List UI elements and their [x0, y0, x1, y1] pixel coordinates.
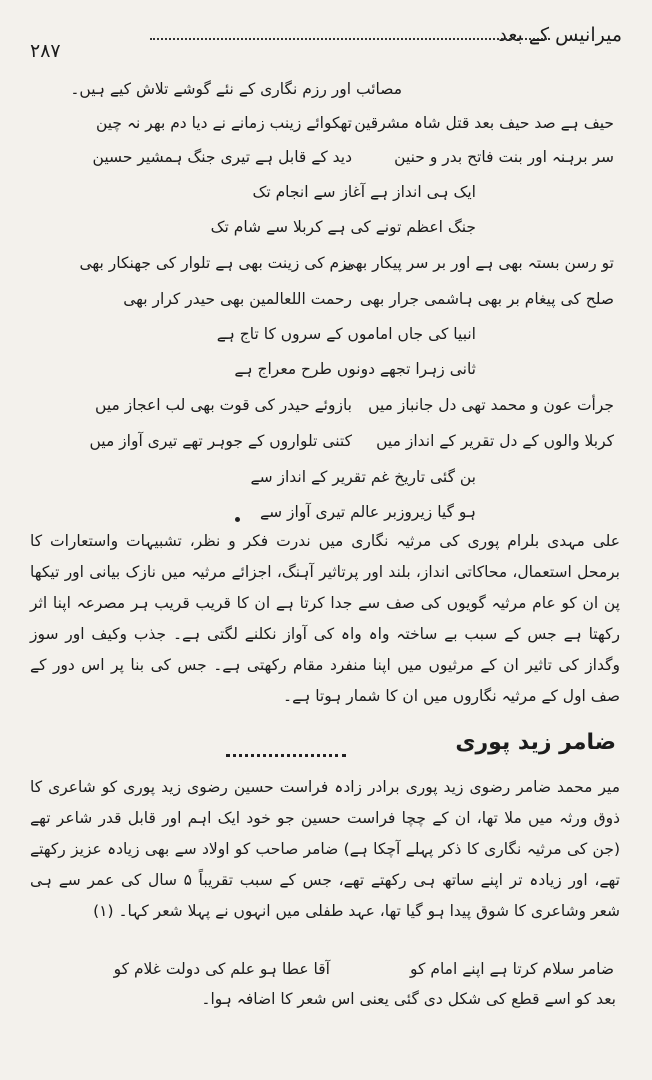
- couplet-line: آقا عطا ہو علم کی دولت غلام کو: [113, 960, 330, 978]
- verse-line: صلح کی پیغام بر بھی ہاشمی جرار بھی: [359, 290, 614, 308]
- verse-refrain: جنگ اعظم تونے کی ہے کربلا سے شام تک: [210, 218, 476, 236]
- verse-line: بازوئے حیدر کی قوت بھی لب اعجاز میں: [95, 396, 352, 414]
- section-heading: ضامر زید پوری: [455, 730, 616, 755]
- couplet-line: ضامر سلام کرتا ہے اپنے امام کو: [410, 960, 614, 978]
- verse-line: بزم کی زینت بھی ہے تلوار کی جھنکار بھی: [79, 254, 352, 272]
- header-dotted-rule: [150, 38, 550, 40]
- verse-line: دید کے قابل ہے تیری جنگ ہمشیر حسین: [92, 148, 352, 166]
- verse-refrain: ہو گیا زیروزبر عالم تیری آواز سے: [260, 503, 476, 521]
- verse-refrain: ایک ہی انداز ہے آغاز سے انجام تک: [252, 183, 476, 201]
- verse-line: تو رسن بستہ بھی ہے اور بر سر پیکار بھی: [342, 254, 614, 272]
- verse-line: جرأت عون و محمد تھی دل جانباز میں: [368, 396, 614, 414]
- bullet-dot: [235, 517, 240, 522]
- verse-line: حیف ہے صد حیف بعد قتل شاہ مشرقین: [354, 114, 614, 132]
- verse-refrain: انبیا کی جاں اماموں کے سروں کا تاج ہے: [216, 325, 476, 343]
- closing-line: بعد کو اسے قطع کی شکل دی گئی یعنی اس شعر کا اضافہ ہوا۔: [201, 990, 616, 1008]
- verse-line: کربلا والوں کے دل تقریر کے انداز میں: [376, 432, 614, 450]
- verse-line: کتنی تلواروں کے جوہر تھے تیری آواز میں: [89, 432, 352, 450]
- verse-line: تھکوائے زینب زمانے نے دیا دم بھر نہ چین: [95, 114, 352, 132]
- verse-refrain: ثانی زہرا تجھے دونوں طرح معراج ہے: [234, 360, 476, 378]
- verse-line: سر برہنہ اور بنت فاتح بدر و حنین: [394, 148, 614, 166]
- paragraph-ali-mehdi: علی مہدی بلرام پوری کی مرثیہ نگاری میں ندرت فکر و نظر، تشبیہات واستعارات کا برمحل استعمال، محاکاتی انداز، بلند اور پرتاثیر آہنگ، اجزائے مرثیہ میں نازک بیانی اور تیکھا پن ان کو عام مرثیہ گویوں کی صف سے جدا کرتا ہے ان کا قریب قریب ہر مصرعہ اپنا اثر رکھتا ہے جس کے سبب بے ساختہ واہ واہ کی آواز نکلنے لگتی ہے۔ جذب وکیف اور سوز وگداز کی تاثیر ان کے مرثیوں میں اپنا منفرد مقام رکھتی ہے۔ جس کی بنا پر اس دور کے صف اول کے مرثیہ نگاروں میں ان کا شمار ہوتا ہے۔: [30, 532, 620, 705]
- verse-line: رحمت اللعالمین بھی حیدر کرار بھی: [123, 290, 352, 308]
- intro-line: مصائب اور رزم نگاری کے نئے گوشے تلاش کیے ہیں۔: [70, 80, 402, 98]
- page-number: ۲۸۷: [30, 40, 61, 62]
- section-heading-dots: [226, 754, 346, 757]
- running-header: میرانیس کے بعد: [498, 24, 622, 46]
- paragraph-zamir: میر محمد ضامر رضوی زید پوری برادر زادہ فراست حسین رضوی زید پوری کو شاعری کا ذوق ورثہ میں ملا تھا، ان کے چچا فراست حسین جو خود ایک اہم اور قابل قدر شاعر تھے (جن کی مرثیہ نگاری کا ذکر پہلے آچکا ہے) ضامر صاحب کو اولاد سے بھی زیادہ عزیز رکھتے تھے، اور زیادہ تر اپنے ساتھ ہی رکھتے تھے، جس کے سبب تقریباً ۵ سال کی عمر سے ہی شعر وشاعری کا شوق پیدا ہو گیا تھا، عہد طفلی میں انہوں نے پہلا شعر کہا۔ (۱): [30, 778, 620, 920]
- verse-refrain: بن گئی تاریخ غم تقریر کے انداز سے: [250, 468, 476, 486]
